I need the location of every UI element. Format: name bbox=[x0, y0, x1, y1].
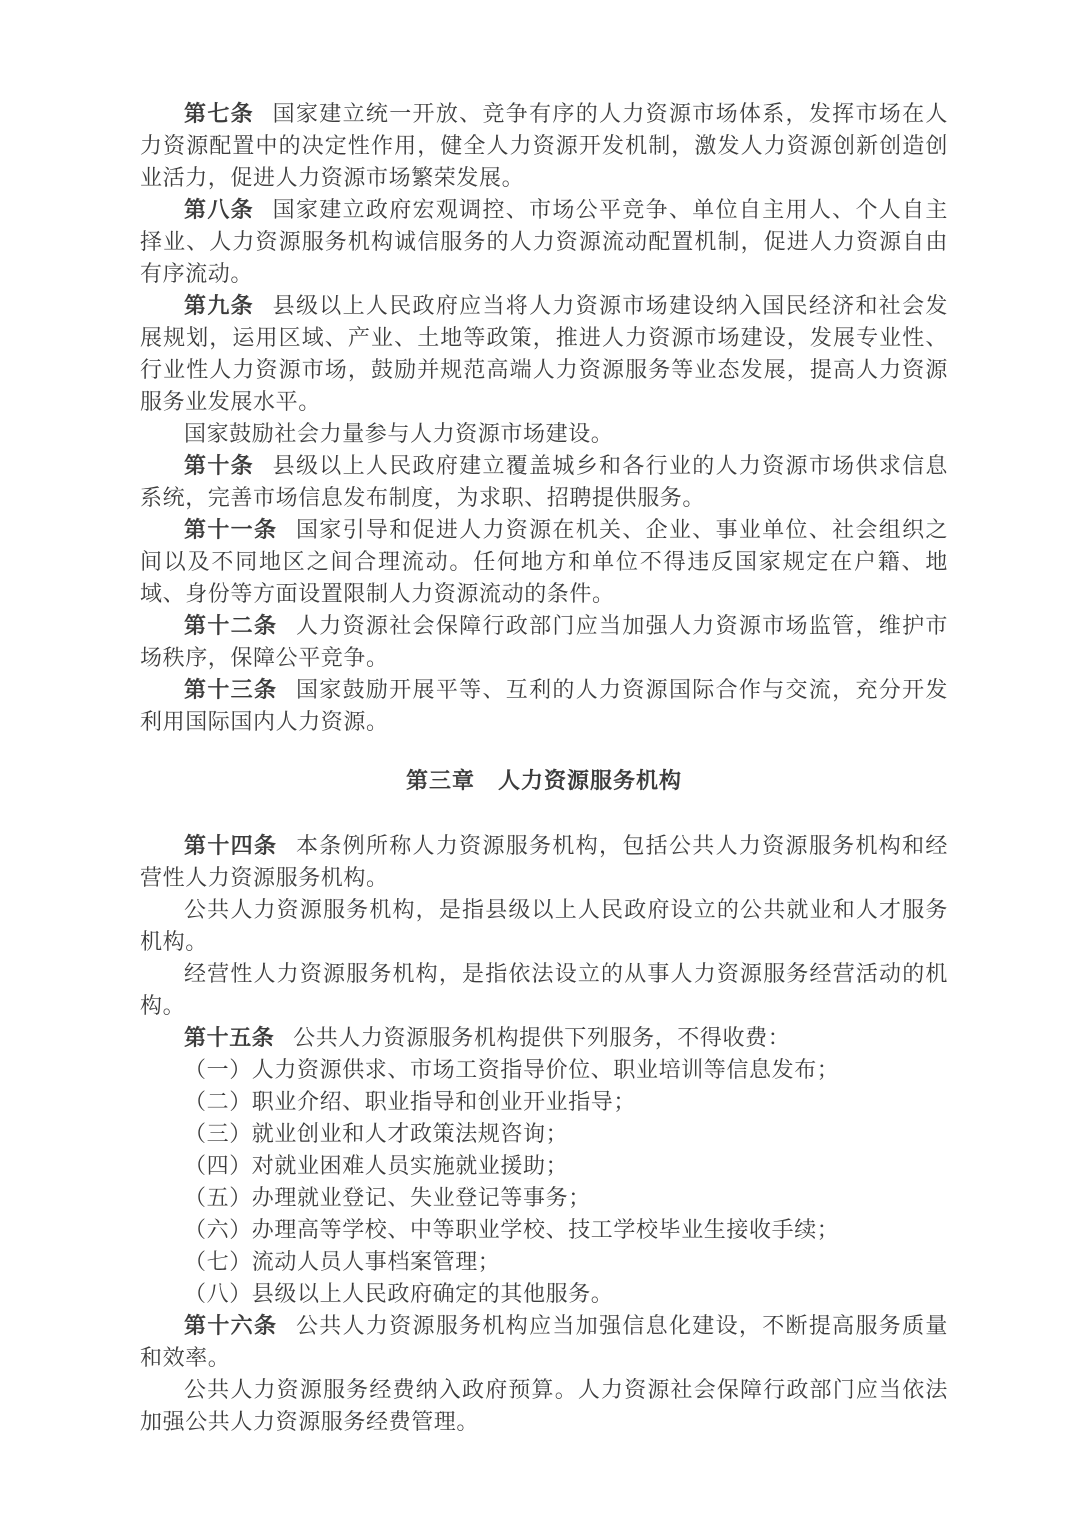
list-item-paragraph: （六）办理高等学校、中等职业学校、技工学校毕业生接收手续； bbox=[184, 1217, 840, 1242]
article-text: 公共人力资源服务机构应当加强信息化建设，不断提高服务质量和效率。 bbox=[140, 1313, 948, 1370]
list-item-paragraph: （五）办理就业登记、失业登记等事务； bbox=[184, 1185, 591, 1210]
article-number: 第十一条 bbox=[184, 517, 278, 542]
article-text: 国家建立统一开放、竞争有序的人力资源市场体系，发挥市场在人力资源配置中的决定性作用，健全人力资源开发机制，激发人力资源创新创造创业活力，促进人力资源市场繁荣发展。 bbox=[140, 101, 948, 190]
article-text: 国家引导和促进人力资源在机关、企业、事业单位、社会组织之间以及不同地区之间合理流动。任何地方和单位不得违反国家规定在户籍、地域、身份等方面设置限制人力资源流动的条件。 bbox=[140, 517, 948, 606]
plain-paragraph: 公共人力资源服务经费纳入政府预算。人力资源社会保障行政部门应当依法加强公共人力资源服务经费管理。 bbox=[140, 1377, 948, 1434]
article-paragraph bbox=[140, 674, 948, 738]
list-item-paragraph: （八）县级以上人民政府确定的其他服务。 bbox=[184, 1281, 614, 1306]
article-text: 国家建立政府宏观调控、市场公平竞争、单位自主用人、个人自主择业、人力资源服务机构诚信服务的人力资源流动配置机制，促进人力资源自由有序流动。 bbox=[140, 197, 948, 286]
article-text: 县级以上人民政府应当将人力资源市场建设纳入国民经济和社会发展规划，运用区域、产业、土地等政策，推进人力资源市场建设，发展专业性、行业性人力资源市场，鼓励并规范高端人力资源服务等业态发展，提高人力资源服务业发展水平。 bbox=[140, 293, 948, 414]
plain-paragraph: 经营性人力资源服务机构，是指依法设立的从事人力资源服务经营活动的机构。 bbox=[140, 961, 948, 1018]
chapter-heading: 第三章 人力资源服务机构 bbox=[405, 768, 682, 793]
article-paragraph bbox=[140, 450, 948, 514]
list-item-paragraph: （三）就业创业和人才政策法规咨询； bbox=[184, 1121, 569, 1146]
list-item-paragraph: （四）对就业困难人员实施就业援助； bbox=[184, 1153, 569, 1178]
list-item-paragraph: （一）人力资源供求、市场工资指导价位、职业培训等信息发布； bbox=[184, 1057, 840, 1082]
article-paragraph bbox=[140, 1022, 948, 1054]
article-paragraph bbox=[140, 830, 948, 894]
article-paragraph bbox=[140, 514, 948, 610]
article-number: 第十六条 bbox=[184, 1313, 278, 1338]
article-paragraph bbox=[140, 98, 948, 194]
article-paragraph bbox=[140, 1310, 948, 1374]
article-number: 第十三条 bbox=[184, 677, 278, 702]
article-paragraph bbox=[140, 194, 948, 290]
article-number: 第十五条 bbox=[184, 1025, 275, 1050]
article-number: 第九条 bbox=[184, 293, 254, 318]
article-text: 公共人力资源服务机构提供下列服务，不得收费： bbox=[293, 1025, 791, 1050]
list-item-paragraph: （二）职业介绍、职业指导和创业开业指导； bbox=[184, 1089, 637, 1114]
article-number: 第七条 bbox=[184, 101, 254, 126]
article-text: 国家鼓励开展平等、互利的人力资源国际合作与交流，充分开发利用国际国内人力资源。 bbox=[140, 677, 948, 734]
plain-paragraph: 国家鼓励社会力量参与人力资源市场建设。 bbox=[184, 421, 614, 446]
article-number: 第十条 bbox=[184, 453, 254, 478]
article-text: 县级以上人民政府建立覆盖城乡和各行业的人力资源市场供求信息系统，完善市场信息发布制度，为求职、招聘提供服务。 bbox=[140, 453, 948, 510]
article-paragraph bbox=[140, 290, 948, 418]
article-number: 第十二条 bbox=[184, 613, 278, 638]
article-number: 第十四条 bbox=[184, 833, 278, 858]
article-text: 人力资源社会保障行政部门应当加强人力资源市场监管，维护市场秩序，保障公平竞争。 bbox=[140, 613, 948, 670]
plain-paragraph: 公共人力资源服务机构，是指县级以上人民政府设立的公共就业和人才服务机构。 bbox=[140, 897, 948, 954]
article-text: 本条例所称人力资源服务机构，包括公共人力资源服务机构和经营性人力资源服务机构。 bbox=[140, 833, 948, 890]
article-number: 第八条 bbox=[184, 197, 254, 222]
list-item-paragraph: （七）流动人员人事档案管理； bbox=[184, 1249, 501, 1274]
article-paragraph bbox=[140, 610, 948, 674]
